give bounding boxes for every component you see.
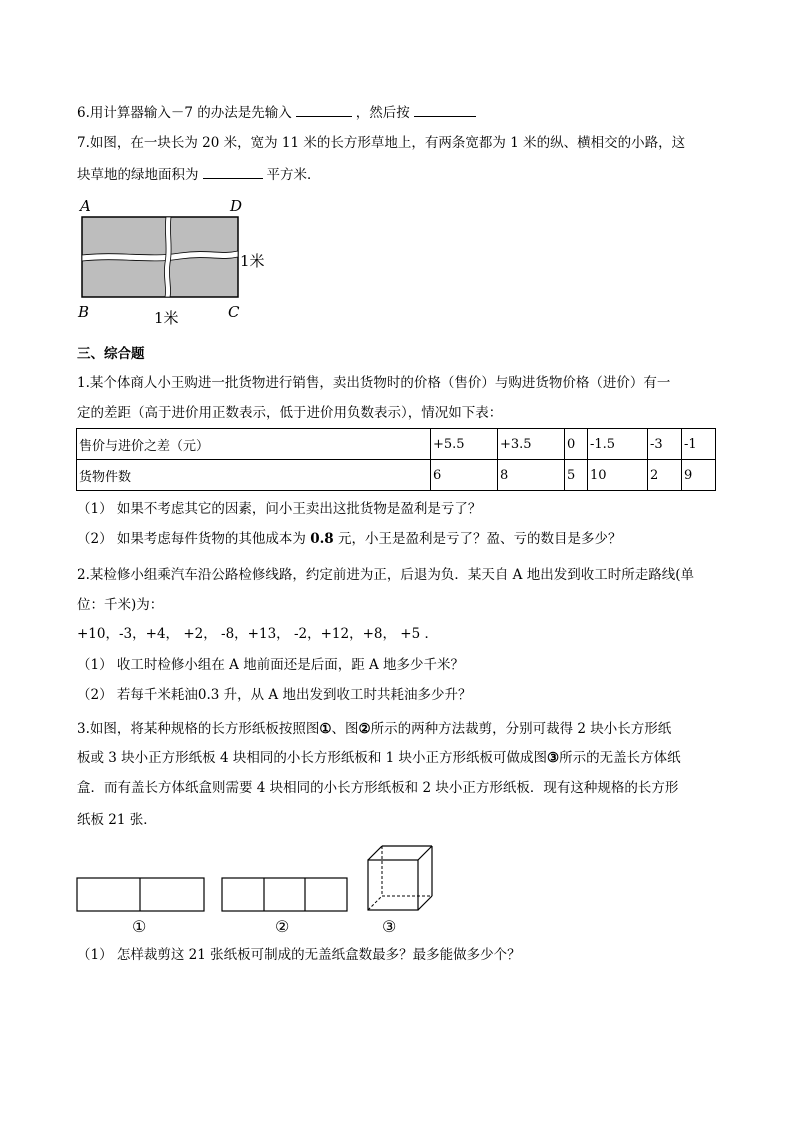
p3-question-1: （1） 怎样裁剪这 21 张纸板可制成的无盖纸盒数最多？最多能做多少个？: [77, 947, 521, 963]
p3-text-2b: 所示的无盖长方体纸: [559, 750, 681, 766]
row-header: 货物件数: [77, 460, 431, 491]
table-cell: 6: [431, 460, 498, 491]
q7-line-2: [77, 164, 321, 184]
table-cell: -3: [648, 429, 682, 460]
figure-3-label: ③: [382, 917, 397, 936]
label-b: B: [78, 303, 90, 321]
table-cell: 0: [565, 429, 588, 460]
p2-question-2: （2） 若每千米耗油0.3 升，从 A 地出发到收工时共耗油多少升？: [77, 687, 472, 703]
p1-question-2: [77, 530, 621, 548]
table-cell: -1: [682, 429, 716, 460]
fig-ref-1: ①: [319, 721, 332, 737]
fig-ref-3: ③: [547, 750, 560, 766]
table-cell: +3.5: [498, 429, 565, 460]
table-row: [77, 460, 716, 491]
q7-blank: [203, 164, 263, 179]
lawn-figure: [70, 193, 280, 328]
table-cell: -1.5: [588, 429, 648, 460]
question-6: [77, 102, 480, 122]
cardboard-figures: [70, 840, 450, 940]
p1-question-1: （1） 如果不考虑其它的因素，问小王卖出这批货物是盈利是亏了？: [77, 501, 482, 517]
q6-text-2: ，然后按: [355, 105, 410, 121]
label-road-width: 1米: [240, 252, 265, 270]
label-a: A: [80, 197, 91, 215]
table-cell: 5: [565, 460, 588, 491]
p3-text-1c: 所示的两种方法裁剪，分别可裁得 2 块小长方形纸: [370, 721, 672, 737]
figure-2-label: ②: [275, 917, 290, 936]
p1-q2-text-b: 元，小王是盈利是亏了？盈、亏的数目是多少？: [337, 531, 622, 547]
p1-line-1: 1.某个体商人小王购进一批货物进行销售，卖出货物时的价格（售价）与购进货物价格（进价）有一: [77, 375, 671, 391]
table-row: [77, 429, 716, 460]
q7-line-1: 7.如图，在一块长为 20 米，宽为 11 米的长方形草地上，有两条宽都为 1 米的纵、横相交的小路，这: [77, 135, 686, 151]
table-cell: 9: [682, 460, 716, 491]
p2-question-1: （1） 收工时检修小组在 A 地前面还是后面，距 A 地多少千米？: [77, 657, 465, 673]
table-cell: 8: [498, 460, 565, 491]
row-header: 售价与进价之差（元）: [77, 429, 431, 460]
q7-text-a: 块草地的绿地面积为: [77, 167, 199, 183]
section-title: 三、综合题: [77, 346, 145, 362]
p1-q2-number: 0.8: [310, 531, 334, 547]
table-cell: 10: [588, 460, 648, 491]
p3-line-1: [77, 720, 671, 738]
p3-text-1a: 3.如图，将某种规格的长方形纸板按照图: [77, 721, 320, 737]
label-road-height: 1米: [154, 309, 179, 327]
label-d: D: [230, 197, 243, 215]
p2-data: +10，-3，+4， +2， -8，+13， -2，+12，+8， +5 ．: [77, 626, 438, 642]
figure-3-box: [368, 846, 432, 910]
figure-2-board: [222, 878, 347, 911]
q6-blank-2: [414, 102, 476, 117]
p2-line-2: 位：千米)为：: [77, 597, 164, 613]
table-cell: +5.5: [431, 429, 498, 460]
p3-text-2a: 板或 3 块小正方形纸板 4 块相同的小长方形纸板和 1 块小正方形纸板可做成图: [77, 750, 548, 766]
q6-blank-1: [296, 102, 352, 117]
p1-line-2: 定的差距（高于进价用正数表示，低于进价用负数表示），情况如下表：: [77, 405, 503, 421]
vertical-road: [164, 217, 171, 297]
profit-table: [76, 428, 716, 491]
p3-line-4: 纸板 21 张．: [77, 812, 157, 828]
label-c: C: [228, 303, 240, 321]
p3-line-3: 盒．而有盖长方体纸盒则需要 4 块相同的小长方形纸板和 2 块小正方形纸板．现有这种规格的长方形: [77, 780, 679, 796]
figure-1-label: ①: [132, 917, 147, 936]
p2-line-1: 2.某检修小组乘汽车沿公路检修线路，约定前进为正，后退为负．某天自 A 地出发到收工时所走路线(单: [77, 567, 694, 583]
q6-text-1: 6.用计算器输入－7 的办法是先输入: [77, 105, 292, 121]
fig-ref-2: ②: [358, 721, 371, 737]
q7-text-b: 平方米．: [266, 167, 321, 183]
table-cell: 2: [648, 460, 682, 491]
p1-q2-text-a: （2） 如果考虑每件货物的其他成本为: [77, 531, 306, 547]
p3-text-1b: 、图: [331, 721, 359, 737]
p3-line-2: [77, 749, 681, 767]
